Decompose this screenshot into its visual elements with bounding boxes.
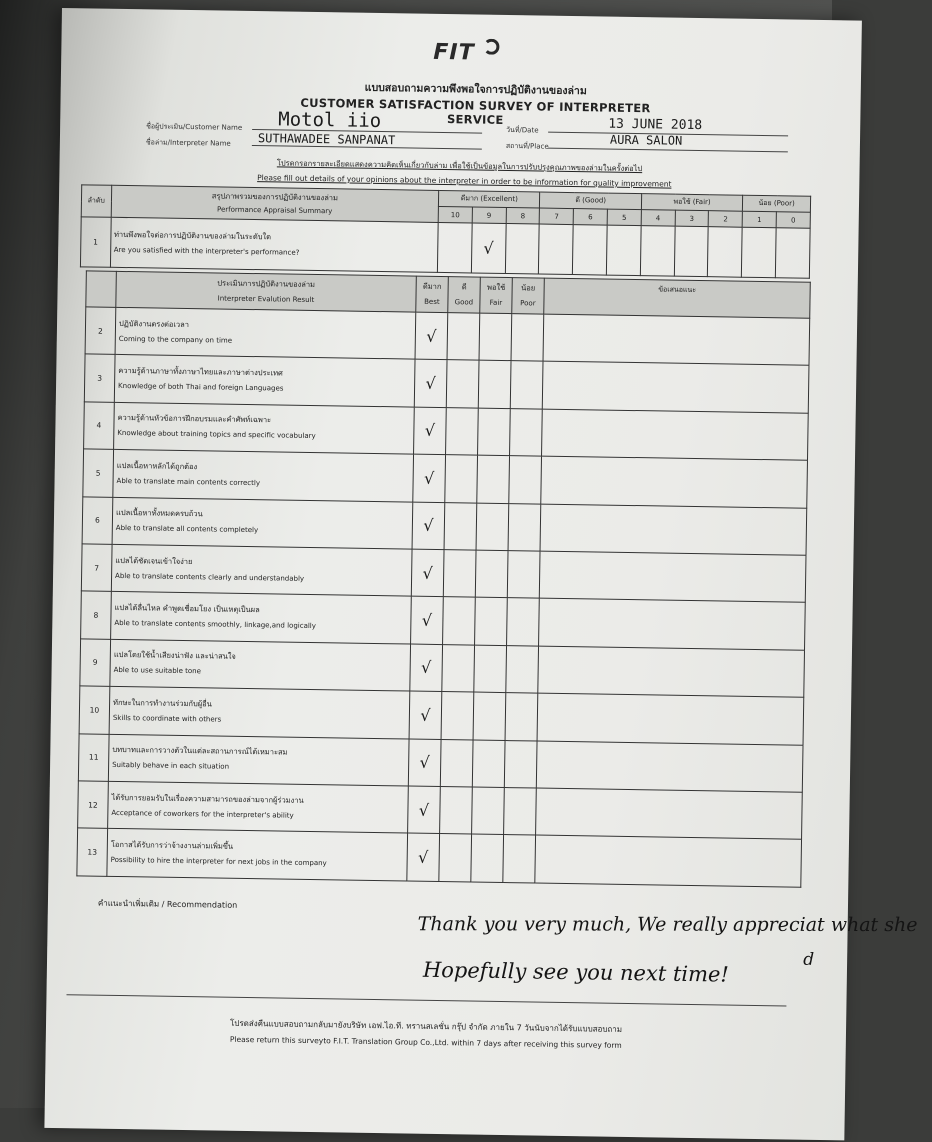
check-mark-icon: √ — [421, 610, 433, 630]
best-cell[interactable] — [410, 644, 443, 692]
poor-cell[interactable] — [507, 598, 540, 646]
criterion-en: Suitably behave in each situation — [112, 761, 230, 771]
score-cell-8[interactable] — [505, 223, 540, 274]
eval-header-en: Interpreter Evalution Result — [217, 294, 315, 304]
row-criterion — [107, 829, 408, 881]
row-criterion — [109, 686, 410, 738]
best-cell[interactable] — [411, 549, 444, 597]
criterion-en: Acceptance of coworkers for the interpreter's ability — [111, 808, 294, 820]
good-cell[interactable] — [442, 644, 475, 692]
criterion-en: Knowledge of both Thai and foreign Languages — [118, 382, 284, 393]
poor-cell[interactable] — [504, 740, 537, 788]
criterion-thai: ความรู้ด้านหัวข้อการฝึกอบรมและคำศัพท์เฉพาะ — [117, 413, 272, 425]
check-mark-icon: √ — [424, 421, 436, 441]
group-excellent: ดีมาก (Excellent) — [439, 190, 541, 208]
best-cell[interactable] — [414, 407, 447, 455]
col-good-en: Good — [454, 298, 474, 307]
criterion-en: Knowledge about training topics and specific vocabulary — [117, 429, 316, 441]
summary-question — [110, 217, 438, 272]
score-cell-10[interactable] — [437, 222, 472, 273]
row-number: 7 — [81, 544, 112, 592]
good-cell[interactable] — [440, 739, 473, 787]
summary-header-thai: สรุปภาพรวมของการปฏิบัติงานของล่าม — [211, 191, 339, 203]
place-label: สถานที่/Place — [505, 141, 549, 151]
best-cell[interactable] — [408, 739, 441, 787]
criterion-en: Able to translate main contents correctly — [116, 476, 261, 488]
suggestion-cell[interactable] — [536, 741, 803, 793]
fair-cell[interactable] — [471, 834, 504, 882]
criterion-en: Able to translate contents smoothly, linkage,and logically — [114, 618, 316, 631]
best-cell[interactable] — [414, 359, 447, 407]
summary-header — [111, 185, 439, 222]
place-line — [548, 148, 788, 153]
no-header: ลำดับ — [81, 185, 111, 217]
col-fair-thai: พอใช้ — [486, 282, 506, 292]
suggestion-cell[interactable] — [536, 788, 803, 840]
signature-divider — [66, 994, 786, 1006]
col-fair-en: Fair — [489, 298, 503, 307]
recommendation-line-2: Hopefully see you next time! — [422, 957, 730, 987]
criterion-thai: แปลเนื้อหาทั้งหมดครบถ้วน — [116, 508, 203, 519]
suggestion-cell[interactable] — [540, 504, 807, 556]
summary-table — [80, 184, 811, 278]
score-cell-0[interactable] — [775, 228, 810, 279]
row-number: 5 — [83, 449, 114, 497]
row-criterion — [114, 355, 415, 407]
score-6: 6 — [573, 209, 607, 226]
check-mark-icon: √ — [423, 468, 435, 488]
score-7: 7 — [540, 208, 574, 225]
fair-cell[interactable] — [476, 503, 509, 551]
check-mark-icon: √ — [420, 658, 432, 678]
fair-cell[interactable] — [472, 740, 505, 788]
score-cell-3[interactable] — [674, 226, 709, 277]
instruction-thai: โปรดกรอกรายละเอียดแสดงความคิดเห็นเกี่ยวกับล่าม เพื่อใช้เป็นข้อมูลในการปรับปรุงคุณภาพของล่ามในครั้งต่อไป — [276, 158, 643, 174]
evaluation-table — [76, 270, 810, 887]
row-criterion — [112, 497, 413, 549]
best-cell[interactable] — [407, 833, 440, 881]
score-10: 10 — [438, 206, 472, 223]
criterion-thai: ความรู้ด้านภาษาทั้งภาษาไทยและภาษาต่างประเทศ — [118, 366, 283, 378]
good-cell[interactable] — [444, 502, 477, 550]
interpreter-name-label: ชื่อล่าม/Interpreter Name — [145, 138, 231, 148]
footer-english: Please return this surveyto F.I.T. Translation Group Co.,Ltd. within 7 days after receiving this survey form — [229, 1034, 622, 1050]
score-cell-4[interactable] — [640, 226, 675, 277]
recommendation-label: คำแนะนำเพิ่มเติม / Recommendation — [97, 898, 238, 910]
row-number: 8 — [81, 591, 112, 639]
date-label: วันที่/Date — [506, 125, 539, 135]
good-cell[interactable] — [439, 834, 472, 882]
best-cell[interactable] — [411, 596, 444, 644]
footer-thai: โปรดส่งคืนแบบสอบถามกลับมายังบริษัท เอฟ.ไอ.ที. ทรานสเลชั่น กรุ๊ป จำกัด ภายใน 7 วันนับจากได้รับแบบสอบถาม — [229, 1018, 623, 1034]
check-mark-icon: √ — [418, 800, 430, 820]
criterion-thai: ทักษะในการทำงานร่วมกับผู้อื่น — [113, 697, 212, 709]
col-poor — [512, 278, 545, 314]
check-mark-icon: √ — [425, 373, 436, 393]
place-value: AURA SALON — [609, 132, 683, 148]
group-poor: น้อย (Poor) — [743, 195, 811, 212]
company-logo — [433, 40, 503, 67]
criterion-en: Able to translate contents clearly and understandably — [115, 571, 305, 583]
score-cell-1[interactable] — [742, 227, 777, 278]
best-cell[interactable] — [413, 454, 446, 502]
date-value: 13 JUNE 2018 — [608, 116, 703, 134]
row-number: 3 — [84, 354, 115, 402]
summary-row-no: 1 — [80, 217, 110, 267]
criterion-en: Coming to the company on time — [118, 334, 233, 345]
criterion-thai: โอกาสได้รับการว่าจ้างงานล่ามเพิ่มขึ้น — [110, 839, 234, 851]
score-cell-6[interactable] — [573, 225, 608, 276]
logo-swoosh-icon — [483, 39, 499, 55]
recommendation-line-1-end: d — [802, 949, 815, 970]
col-fair — [480, 277, 513, 313]
summary-header-en: Performance Appraisal Summary — [216, 205, 333, 216]
good-cell[interactable] — [445, 455, 478, 503]
check-mark-icon: √ — [422, 563, 433, 583]
best-cell[interactable] — [412, 502, 445, 550]
check-mark-icon: √ — [426, 326, 437, 346]
good-cell[interactable] — [446, 407, 479, 455]
good-cell[interactable] — [447, 313, 480, 361]
table-row — [77, 828, 802, 887]
criterion-thai: แปลโดยใช้น้ำเสียงน่าฟัง และน่าสนใจ — [113, 650, 236, 662]
customer-name-value: Motol iio — [278, 108, 382, 133]
col-suggestion: ข้อเสนอแนะ — [544, 278, 811, 318]
criterion-en: Able to use suitable tone — [113, 666, 201, 676]
criterion-thai: ปฏิบัติงานตรงต่อเวลา — [118, 318, 190, 329]
row-criterion — [108, 781, 409, 833]
row-number: 2 — [85, 307, 116, 355]
row-criterion — [111, 592, 412, 644]
col-best-thai: ดีมาก — [422, 281, 442, 291]
fair-cell[interactable] — [479, 313, 512, 361]
suggestion-cell[interactable] — [539, 598, 806, 650]
group-fair: พอใช้ (Fair) — [641, 194, 743, 212]
summary-question-en: Are you satisfied with the interpreter's performance? — [113, 245, 300, 257]
suggestion-cell[interactable] — [541, 456, 808, 508]
row-number: 11 — [78, 733, 109, 781]
score-5: 5 — [607, 209, 641, 226]
score-9: 9 — [472, 207, 506, 224]
poor-cell[interactable] — [508, 503, 541, 551]
interpreter-name-value: SUTHAWADEE SANPANAT — [257, 131, 396, 148]
score-cell-9[interactable] — [471, 223, 506, 274]
check-mark-icon: √ — [417, 847, 429, 867]
eval-header — [116, 271, 417, 312]
score-1: 1 — [742, 211, 776, 228]
row-number: 10 — [79, 686, 110, 734]
score-3: 3 — [675, 210, 709, 227]
poor-cell[interactable] — [505, 693, 538, 741]
row-number: 9 — [80, 639, 111, 687]
col-good — [448, 277, 481, 313]
score-8: 8 — [506, 208, 540, 225]
poor-cell[interactable] — [511, 314, 544, 362]
fair-cell[interactable] — [474, 645, 507, 693]
score-0: 0 — [776, 212, 810, 229]
row-criterion — [114, 402, 415, 454]
suggestion-cell[interactable] — [537, 693, 804, 745]
col-good-thai: ดี — [461, 282, 467, 292]
good-cell[interactable] — [440, 786, 473, 834]
suggestion-cell[interactable] — [542, 361, 809, 413]
good-cell[interactable] — [443, 597, 476, 645]
score-2: 2 — [709, 211, 743, 228]
poor-cell[interactable] — [503, 835, 536, 883]
check-mark-icon: √ — [419, 752, 430, 773]
criterion-en: Able to translate all contents completely — [115, 524, 259, 535]
row-criterion — [110, 639, 411, 691]
score-4: 4 — [641, 210, 675, 227]
criterion-thai: ได้รับการยอมรับในเรื่องความสามารถของล่ามจากผู้ร่วมงาน — [111, 792, 304, 805]
check-mark-icon: √ — [483, 238, 494, 258]
suggestion-cell[interactable] — [538, 646, 805, 698]
group-good: ดี (Good) — [540, 192, 642, 210]
recommendation-line-1: Thank you very much, We really appreciat what she — [417, 913, 918, 937]
fair-cell[interactable] — [475, 550, 508, 598]
criterion-en: Skills to coordinate with others — [112, 713, 222, 724]
row-criterion — [113, 450, 414, 502]
evaluation-rows — [77, 307, 810, 887]
poor-cell[interactable] — [509, 456, 542, 504]
score-cell-5[interactable] — [606, 225, 641, 276]
logo-text: FIT — [433, 39, 475, 66]
criterion-thai: แปลได้ชัดเจนเข้าใจง่าย — [115, 555, 193, 566]
fair-cell[interactable] — [472, 787, 505, 835]
fair-cell[interactable] — [478, 408, 511, 456]
row-number: 12 — [78, 781, 109, 829]
row-number: 4 — [84, 402, 115, 450]
instruction-english: Please fill out details of your opinions about the interpreter in order to be information for quality improvement — [257, 173, 672, 189]
score-cell-7[interactable] — [539, 224, 574, 275]
score-cell-2[interactable] — [708, 227, 743, 278]
customer-name-label: ชื่อผู้ประเมิน/Customer Name — [146, 122, 243, 132]
best-cell[interactable] — [415, 312, 448, 360]
poor-cell[interactable] — [510, 361, 543, 409]
suggestion-cell[interactable] — [542, 409, 809, 461]
col-best-en: Best — [424, 297, 440, 306]
criterion-thai: บทบาทและการวางตัวในแต่ละสถานการณ์ได้เหมาะสม — [112, 745, 288, 757]
col-best — [416, 276, 449, 312]
criterion-thai: แปลได้ลื่นไหล คำพูดเชื่อมโยง เป็นเหตุเป็นผล — [114, 602, 260, 615]
title-thai: แบบสอบถามความพึงพอใจการปฏิบัติงานของล่าม — [364, 81, 587, 98]
best-cell[interactable] — [408, 786, 441, 834]
check-mark-icon: √ — [420, 705, 431, 725]
eval-header-thai: ประเมินการปฏิบัติงานของล่าม — [217, 278, 316, 290]
eval-no-header — [86, 271, 117, 307]
criterion-thai: แปลเนื้อหาหลักได้ถูกต้อง — [116, 460, 198, 472]
fair-cell[interactable] — [475, 597, 508, 645]
suggestion-cell[interactable] — [543, 314, 810, 366]
row-number: 6 — [82, 496, 113, 544]
title-english: CUSTOMER SATISFACTION SURVEY OF INTERPRETER SERVICE — [300, 95, 651, 127]
row-criterion — [115, 307, 416, 359]
suggestion-cell[interactable] — [539, 551, 806, 603]
good-cell[interactable] — [441, 692, 474, 740]
poor-cell[interactable] — [507, 551, 540, 599]
col-poor-en: Poor — [520, 299, 536, 308]
check-mark-icon: √ — [423, 515, 434, 536]
criterion-en: Possibility to hire the interpreter for next jobs in the company — [110, 855, 327, 868]
good-cell[interactable] — [446, 360, 479, 408]
good-cell[interactable] — [443, 550, 476, 598]
summary-question-thai: ท่านพึงพอใจต่อการปฏิบัติงานของล่ามในระดับใด — [113, 229, 272, 242]
best-cell[interactable] — [409, 691, 442, 739]
row-number: 13 — [77, 828, 108, 876]
poor-cell[interactable] — [510, 408, 543, 456]
survey-sheet — [44, 8, 918, 1140]
suggestion-cell[interactable] — [535, 835, 802, 887]
poor-cell[interactable] — [506, 645, 539, 693]
col-poor-thai: น้อย — [521, 283, 536, 293]
poor-cell[interactable] — [504, 787, 537, 835]
fair-cell[interactable] — [478, 360, 511, 408]
row-criterion — [111, 544, 412, 596]
fair-cell[interactable] — [477, 455, 510, 503]
row-criterion — [108, 734, 409, 786]
fair-cell[interactable] — [473, 692, 506, 740]
